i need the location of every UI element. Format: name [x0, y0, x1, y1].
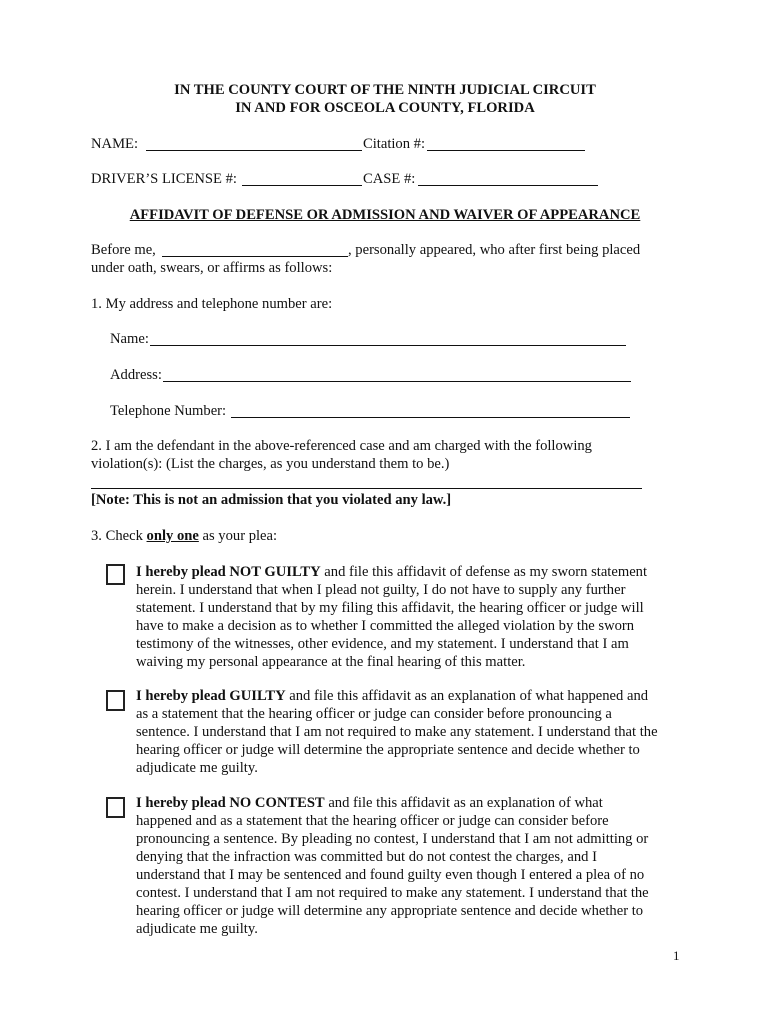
plea-line: statement. I understand that by my filing this affidavit, the hearing officer or judge will [136, 600, 644, 616]
plea-line: waiving my personal appearance at the final hearing of this matter. [136, 654, 526, 670]
section3-heading [91, 527, 277, 545]
plea-line: herein. I understand that when I plead not guilty, I do not have to supply any further [136, 582, 626, 598]
plea-line: denying that the infraction was committed but do not contest the charges, and I [136, 849, 597, 865]
plea-line: and file this affidavit as an explanation of what happened and [285, 688, 649, 704]
oath-text: under oath, swears, or affirms as follows: [91, 260, 333, 276]
before-me-text: Before me, [91, 242, 156, 258]
personally-appeared-text: , personally appeared, who after first being placed [348, 242, 641, 258]
address-label: Address: [110, 367, 162, 383]
plea-line: sentence. I understand that I am not required to make any statement. I understand that the [136, 724, 658, 740]
section3-emphasis: only one [146, 528, 199, 544]
guilty-plea [136, 687, 696, 777]
section1-heading: 1. My address and telephone number are: [91, 296, 333, 312]
not-admission-note: [Note: This is not an admission that you violated any law.] [91, 492, 452, 508]
telephone-label: Telephone Number: [110, 403, 227, 419]
case-label: CASE #: [363, 171, 416, 187]
name-label: NAME: [91, 136, 139, 152]
plea-line: happened and as a statement that the hearing officer or judge can consider before [136, 813, 609, 829]
charges-field[interactable] [91, 488, 642, 489]
plea-line: contest. I understand that I am not required to make any statement. I understand that the [136, 885, 649, 901]
plea-line: understand that I may be sentenced and found guilty even though I entered a plea of no [136, 867, 645, 883]
court-header-line1: IN THE COUNTY COURT OF THE NINTH JUDICIAL CIRCUIT [174, 82, 596, 98]
no-contest-plea [136, 794, 696, 938]
citation-label: Citation #: [363, 136, 426, 152]
plea-line: adjudicate me guilty. [136, 760, 258, 776]
plea-line: have to make a decision as to whether I committed the alleged violation by the sworn [136, 618, 635, 634]
address-name-field[interactable] [150, 345, 626, 346]
page-number: 1 [673, 948, 680, 963]
plea-line: pronouncing a sentence. By pleading no contest, I understand that I am not admitting or [136, 831, 649, 847]
plea-line: as a statement that the hearing officer or judge can consider before pronouncing a [136, 706, 612, 722]
plea-line: adjudicate me guilty. [136, 921, 258, 937]
guilty-lead: I hereby plead GUILTY [136, 688, 286, 704]
citation-field[interactable] [427, 150, 585, 151]
section3-prefix: 3. Check [91, 528, 147, 544]
section3-suffix: as your plea: [198, 528, 278, 544]
case-field[interactable] [418, 185, 598, 186]
not-guilty-lead: I hereby plead NOT GUILTY [136, 564, 321, 580]
plea-line: and file this affidavit of defense as my sworn statement [320, 564, 648, 580]
section2-line1: 2. I am the defendant in the above-referenced case and am charged with the following [91, 438, 592, 454]
affidavit-title: AFFIDAVIT OF DEFENSE OR ADMISSION AND WAIVER OF APPEARANCE [129, 207, 641, 223]
drivers-license-label: DRIVER’S LICENSE #: [91, 171, 237, 187]
guilty-checkbox[interactable] [106, 690, 125, 711]
plea-line: testimony of the witnesses, other evidence, and my statement. I understand that I am [136, 636, 629, 652]
no-contest-checkbox[interactable] [106, 797, 125, 818]
address-name-label: Name: [110, 331, 149, 347]
court-header-line2: IN AND FOR OSCEOLA COUNTY, FLORIDA [235, 100, 535, 116]
plea-line: hearing officer or judge will determine the appropriate sentence and decide whether to [136, 742, 640, 758]
notary-name-field[interactable] [162, 256, 348, 257]
no-contest-lead: I hereby plead NO CONTEST [136, 795, 325, 811]
not-guilty-checkbox[interactable] [106, 564, 125, 585]
not-guilty-plea [136, 563, 696, 671]
plea-line: hearing officer or judge will determine any appropriate sentence and decide whether to [136, 903, 644, 919]
address-field[interactable] [163, 381, 631, 382]
drivers-license-field[interactable] [242, 185, 362, 186]
plea-line: and file this affidavit as an explanation of what [324, 795, 603, 811]
section2-line2: violation(s): (List the charges, as you understand them to be.) [91, 456, 450, 472]
telephone-field[interactable] [231, 417, 630, 418]
name-field[interactable] [146, 150, 362, 151]
